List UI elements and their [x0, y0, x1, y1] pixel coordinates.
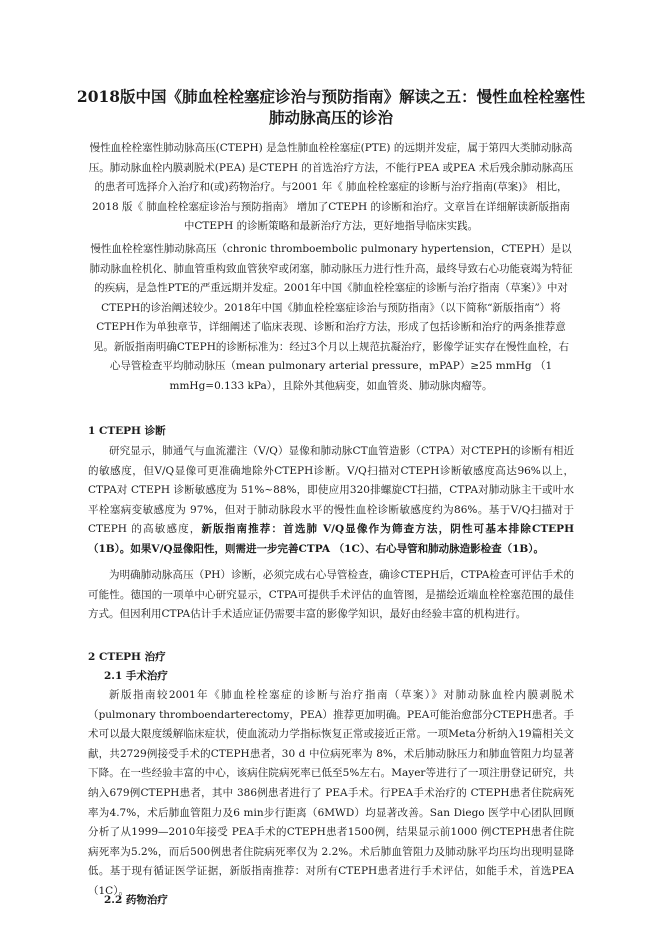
subsection-heading-drug: 2.2 药物治疗: [104, 894, 168, 906]
diagnosis-paragraph-1: [88, 442, 574, 560]
diagnosis-paragraph-1-text: 研究显示，肺通气与血流灌注（V/Q）显像和肺动脉CT血管造影（CTPA）对CTEPH的诊断有相近的敏感度，但V/Q显像可更准确地除外CTEPH诊断。V/Q扫描对CTEPH诊断敏感度高达96%以上， CTPA对 CTEPH 诊断敏感度为 51%~88%，即使应用320排螺旋CT扫描，CTPA对肺动脉主干或叶水平栓塞病变敏感度为 97%，但对于肺动脉段水平的慢性血栓诊断敏感度约为86%。基于V/Q扫描对于 CTEPH 的高敏感度，: [88, 445, 574, 536]
surgery-paragraph: 新版指南较2001年《肺血栓栓塞症的诊断与治疗指南（草案）》对肺动脉血栓内膜剥脱术（pulmonary thromboendarterectomy，PEA）推荐更加明确。PEA可能治愈部分CTEPH患者。手术可以最大限度缓解临床症状，使血流动力学指标恢复正常或接近正常。一项Meta分析纳入19篇相关文献，共2729例接受手术的CTEPH患者，30 d 中位病死率为 8%，术后肺动脉压力和肺血管阻力均显著下降。在一些经验丰富的中心，该病住院病死率已低至5%左右。Mayer等进行了一项注册登记研究，共纳入679例CTEPH患者，其中 386例患者进行了 PEA手术。行PEA手术治疗的 CTEPH患者住院病死率为4.7%，术后肺血管阻力及6 min步行距离（6MWD）均显著改善。San Diego 医学中心团队回顾分析了从1999—2010年接受 PEA手术的CTEPH患者1500例，结果显示前1000 例CTEPH患者住院病死率为5.2%，而后500例患者住院病死率仅为 2.2%。术后肺血管阻力及肺动脉平均压均出现明显降低。基于现有循证医学证据，新版指南推荐：对所有CTEPH患者进行手术评估，如能手术，首选PEA（1C）。: [88, 689, 574, 897]
section-heading-diagnosis: 1 CTEPH 诊断: [88, 425, 166, 437]
section-heading-treatment: 2 CTEPH 治疗: [88, 651, 166, 663]
subsection-heading-surgery: 2.1 手术治疗: [104, 670, 168, 682]
abstract-paragraph: 慢性血栓栓塞性肺动脉高压(CTEPH) 是急性肺血栓栓塞症(PTE) 的远期并发症，属于第四大类肺动脉高压。肺动脉血栓内膜剥脱术(PEA) 是CTEPH 的首选治疗方法，不能行PEA 或PEA 术后残余肺动脉高压的患者可选择介入治疗和(或)药物治疗。与2001 年《 肺血栓栓塞症的诊断与治疗指南(草案)》 相比，2018 版《 肺血栓栓塞症诊治与预防指南》 增加了CTEPH 的诊断和治疗。文章旨在详细解读新版指南中CTEPH 的诊断策略和最新治疗方法，更好地指导临床实践。: [88, 142, 574, 232]
diagnosis-recommendation: 新版指南推荐：首选肺 V/Q显像作为筛查方法，阴性可基本排除CTEPH （1B）。如果V/Q显像阳性，则需进一步完善CTPA （1C）、右心导管和肺动脉造影检查（1B）。: [88, 523, 574, 555]
intro-paragraph: 慢性血栓栓塞性肺动脉高压（chronic thromboembolic pulmonary hypertension，CTEPH）是以肺动脉血栓机化、肺血管重构致血管狭窄或闭塞，肺动脉压力进行性升高，最终导致右心功能衰竭为特征的疾病，是急性PTE的严重远期并发症。2001年中国《肺血栓栓塞症的诊断与治疗指南（草案）》中对CTEPH的诊治阐述较少。2018年中国《肺血栓栓塞症诊治与预防指南》（以下简称“新版指南”）将CTEPH作为单独章节，详细阐述了临床表现、诊断和治疗方法，形成了包括诊断和治疗的两条推荐意见。新版指南明确CTEPH的诊断标准为：经过3个月以上规范抗凝治疗，影像学证实存在慢性血栓，右心导管检查平均肺动脉压（mean pulmonary arterial pressure，mPAP）≥25 mmHg （1 mmHg=0.133 kPa），且除外其他病变，如血管炎、肺动脉肉瘤等。: [89, 243, 573, 392]
diagnosis-paragraph-2: 为明确肺动脉高压（PH）诊断，必须完成右心导管检查，确诊CTEPH后，CTPA检查可评估手术的可能性。德国的一项单中心研究显示，CTPA可提供手术评估的血管图，是描绘近端血栓栓塞范围的最佳方式。但因利用CTPA估计手术适应证仍需要丰富的影像学知识，最好由经验丰富的机构进行。: [88, 569, 574, 621]
document-title: 2018版中国《肺血栓栓塞症诊治与预防指南》解读之五：慢性血栓栓塞性肺动脉高压的诊治: [76, 87, 586, 127]
